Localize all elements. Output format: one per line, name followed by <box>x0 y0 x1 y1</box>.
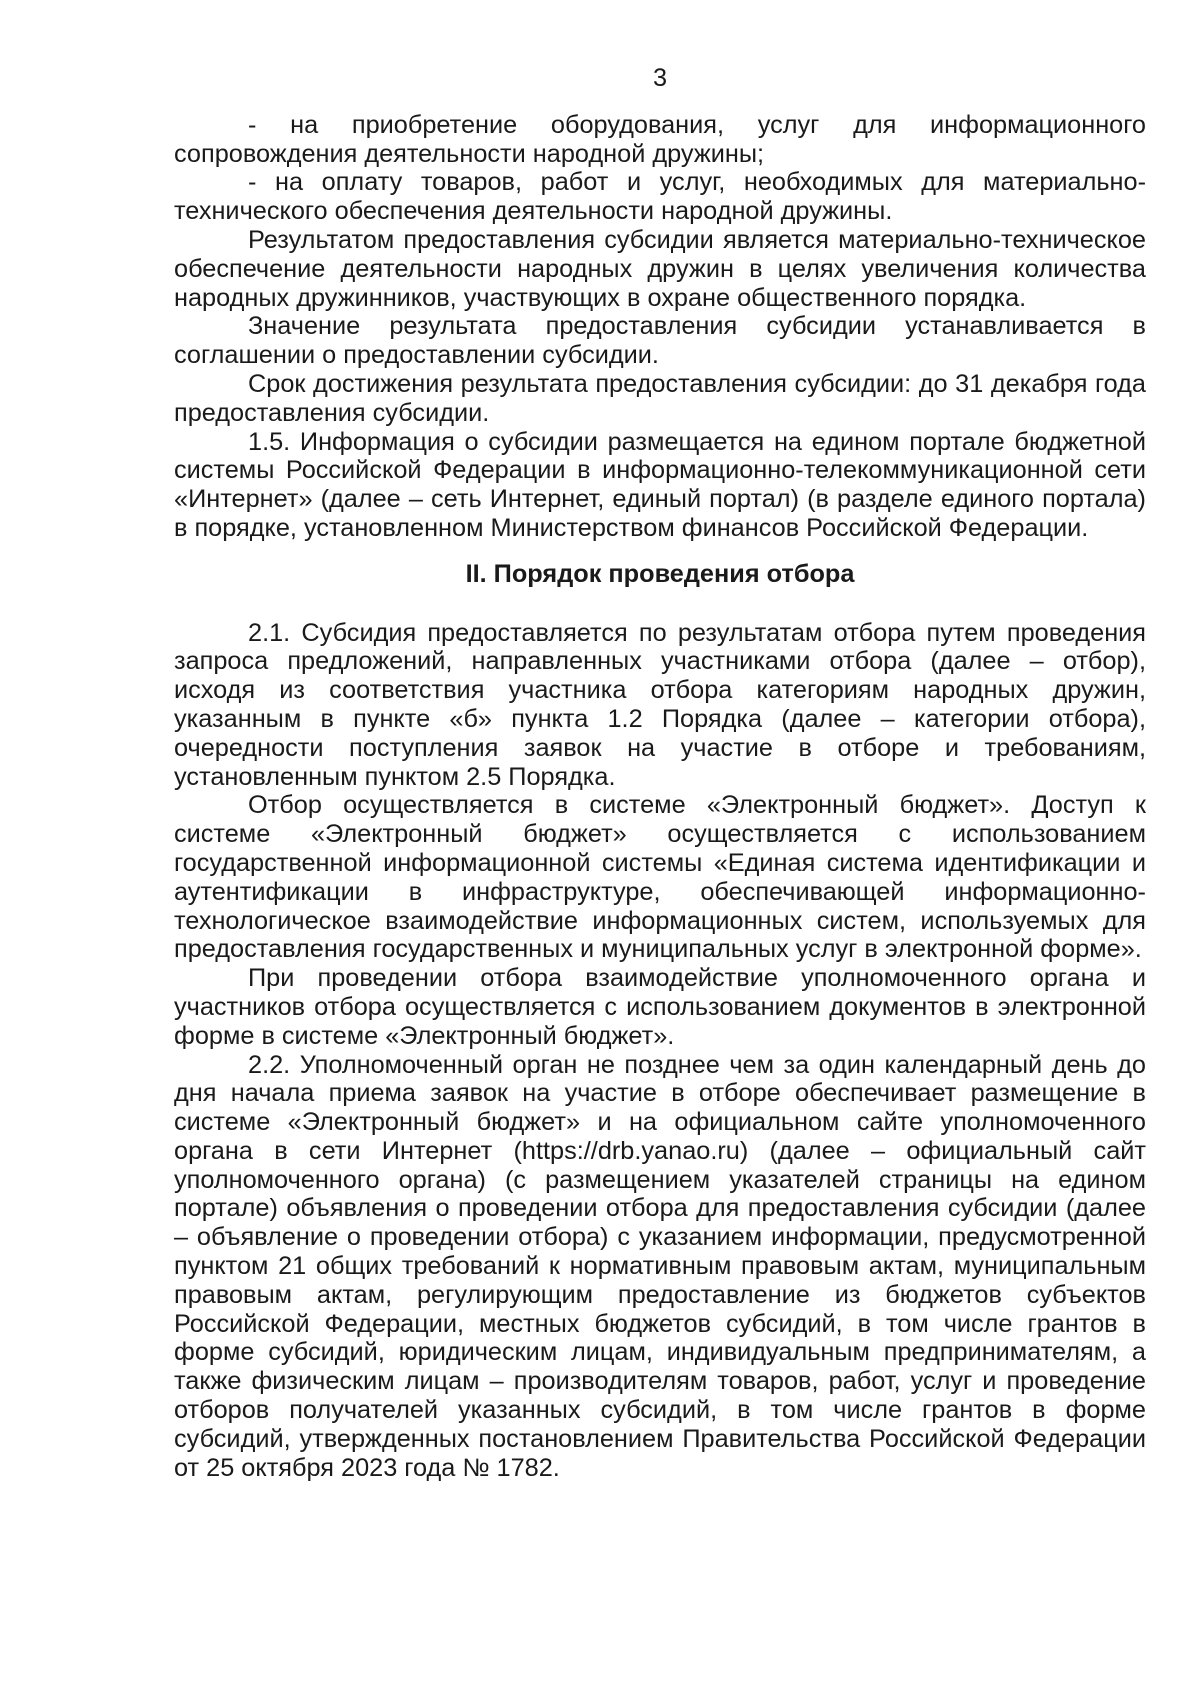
paragraph-electronic-budget: Отбор осуществляется в системе «Электронный бюджет». Доступ к системе «Электронный бюджет» осуществляется с использованием государственной информационной системы «Единая система идентификации и аутентификации в инфраструктуре, обеспечивающей информационно-технологическое взаимодействие информационных систем, используемых для предоставления государственных и муниципальных услуг в электронной форме». <box>174 791 1146 964</box>
paragraph-2-1-selection: 2.1. Субсидия предоставляется по результатам отбора путем проведения запроса предложений, направленных участниками отбора (далее – отбор), исходя из соответствия участника отбора категориям народных дружин, указанным в пункте «б» пункта 1.2 Порядка (далее – категории отбора), очередности поступления заявок на участие в отборе и требованиям, установленным пунктом 2.5 Порядка. <box>174 618 1146 791</box>
paragraph-1-5-portal-info: 1.5. Информация о субсидии размещается на едином портале бюджетной системы Российской Федерации в информационно-телекоммуникационной сети «Интернет» (далее – сеть Интернет, единый портал) (в разделе единого портала) в порядке, установленном Министерством финансов Российской Федерации. <box>174 427 1146 542</box>
paragraph-result-deadline: Срок достижения результата предоставления субсидии: до 31 декабря года предоставления субсидии. <box>174 369 1146 427</box>
paragraph-result-value: Значение результата предоставления субсидии устанавливается в соглашении о предоставлении субсидии. <box>174 312 1146 370</box>
page-number: 3 <box>652 64 668 92</box>
paragraph-interaction: При проведении отбора взаимодействие уполномоченного органа и участников отбора осуществляется с использованием документов в электронной форме в системе «Электронный бюджет». <box>174 964 1146 1050</box>
paragraph-2-2-announcement: 2.2. Уполномоченный орган не позднее чем за один календарный день до дня начала приема заявок на участие в отборе обеспечивает размещение в системе «Электронный бюджет» и на официальном сайте уполномоченного органа в сети Интернет (https://drb.yanao.ru) (далее – официальный сайт уполномоченного органа) (с размещением указателей страницы на едином портале) объявления о проведении отбора для предоставления субсидии (далее – объявление о проведении отбора) с указанием информации, предусмотренной пунктом 21 общих требований к нормативным правовым актам, муниципальным правовым актам, регулирующим предоставление из бюджетов субъектов Российской Федерации, местных бюджетов субсидий, в том числе грантов в форме субсидий, юридическим лицам, индивидуальным предпринимателям, а также физическим лицам – производителям товаров, работ, услуг и проведение отборов получателей указанных субсидий, в том числе грантов в форме субсидий, утвержденных постановлением Правительства Российской Федерации от 25 октября 2023 года № 1782. <box>174 1050 1146 1482</box>
paragraph-equipment-purchase: - на приобретение оборудования, услуг для информационного сопровождения деятельности народной дружины; <box>174 110 1146 168</box>
section-title: II. Порядок проведения отбора <box>465 559 855 588</box>
paragraph-subsidy-result: Результатом предоставления субсидии является материально-техническое обеспечение деятельности народных дружин в целях увеличения количества народных дружинников, участвующих в охране общественного порядка. <box>174 225 1146 312</box>
paragraph-goods-payment: - на оплату товаров, работ и услуг, необходимых для материально-технического обеспечения деятельности народной дружины. <box>174 168 1146 226</box>
